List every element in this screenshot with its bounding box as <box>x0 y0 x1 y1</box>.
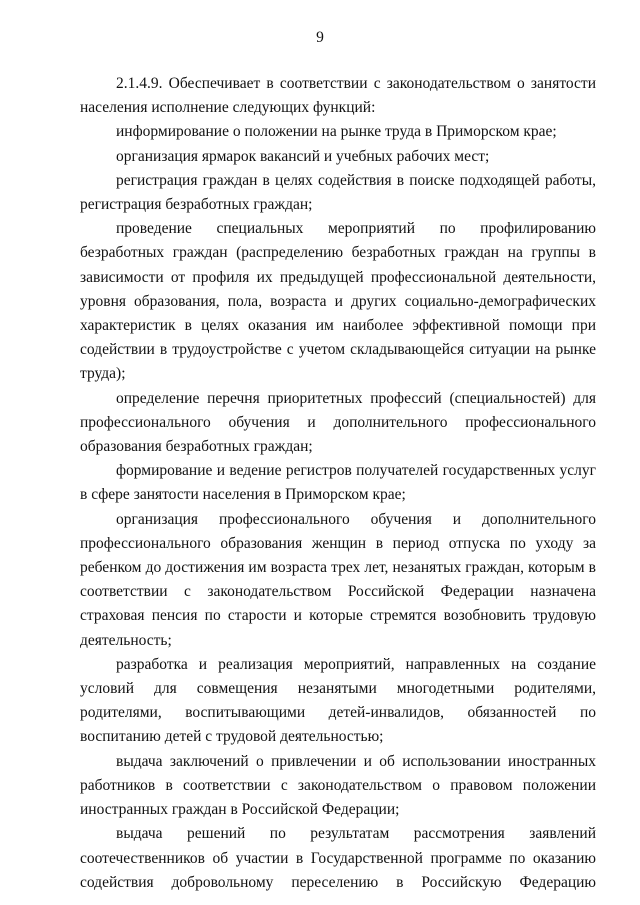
paragraph-citizen-registration: регистрация граждан в целях содействия в поиске подходящей работы, регистрация безработных граждан; <box>80 171 596 214</box>
paragraph-registers: формирование и ведение регистров получателей государственных услуг в сфере занятости населения в Приморском крае; <box>80 462 596 504</box>
paragraph-priority-professions: определение перечня приоритетных профессий (специальностей) для профессионального обучения и дополнительного профессионального образования безработных граждан; <box>80 389 596 456</box>
paragraph-profiling: проведение специальных мероприятий по профилированию безработных граждан (распределению безработных граждан на группы в зависимости от профиля их предыдущей профессиональной деятельности, уровня образования, пола, возраста и других социально-демографических характеристик в целях оказания им наиболее эффективной помощи при содействии в трудоустройстве с учетом складывающейся ситуации на рынке труда); <box>80 220 596 383</box>
paragraph-job-fairs: организация ярмарок вакансий и учебных рабочих мест; <box>116 147 490 165</box>
document-body <box>80 72 596 895</box>
paragraph-resettlement: выдача решений по результатам рассмотрения заявлений соотечественников об участии в Государственной программе по оказанию содействия добровольному переселению в Российскую Федерацию <box>80 825 596 891</box>
page-number: 9 <box>316 29 324 46</box>
paragraph-item-2-1-4-9: 2.1.4.9. Обеспечивает в соответствии с законодательством о занятости населения исполнение следующих функций: <box>80 75 596 117</box>
paragraph-foreign-workers: выдача заключений о привлечении и об использовании иностранных работников в соответствии с законодательством о правовом положении иностранных граждан в Российской Федерации; <box>80 752 596 819</box>
paragraph-parents-employment: разработка и реализация мероприятий, направленных на создание условий для совмещения незанятыми многодетными родителями, родителями, воспитывающими детей-инвалидов, обязанностей по воспитанию детей с трудовой деятельностью; <box>80 655 596 746</box>
paragraph-women-training: организация профессионального обучения и дополнительного профессионального образования женщин в период отпуска по уходу за ребенком до достижения им возраста трех лет, незанятых граждан, которым в соответствии с законодательством Российской Федерации назначена страховая пенсия по старости и которые стремятся возобновить трудовую деятельность; <box>80 510 596 649</box>
paragraph-labor-market-info: информирование о положении на рынке труда в Приморском крае; <box>116 123 557 141</box>
